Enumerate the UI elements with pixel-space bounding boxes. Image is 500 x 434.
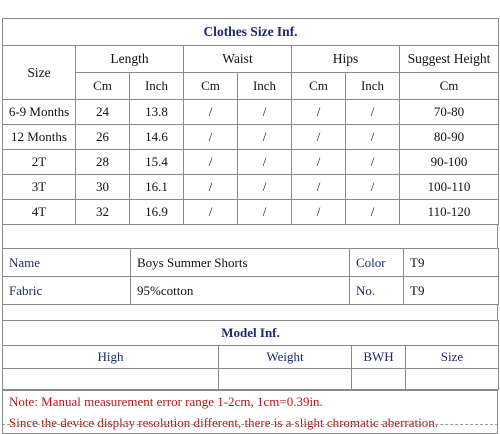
note-text: Note: Manual measurement error range 1-2cm, 1cm=0.39in. — [3, 391, 498, 413]
cell-waist-cm: / — [184, 125, 238, 150]
model-header-size: Size — [406, 346, 499, 369]
cell-length-cm: 28 — [76, 150, 130, 175]
no-label: No. — [350, 277, 404, 305]
model-value-high — [3, 369, 219, 390]
model-table-title: Model Inf. — [3, 321, 499, 346]
size-table-unit-row — [3, 73, 499, 100]
product-fabric-row — [3, 277, 499, 305]
spacer-table — [2, 225, 498, 248]
cell-hips-cm: / — [292, 125, 346, 150]
model-value-row — [3, 369, 499, 390]
header-size: Size — [3, 46, 76, 100]
product-info-table — [2, 248, 499, 305]
unit-height-cm: Cm — [400, 73, 499, 100]
table-row — [3, 200, 499, 225]
model-value-weight — [219, 369, 352, 390]
cell-hips-cm: / — [292, 150, 346, 175]
cell-size: 6-9 Months — [3, 100, 76, 125]
model-value-size — [406, 369, 499, 390]
cell-hips-cm: / — [292, 175, 346, 200]
cell-length-inch: 16.9 — [130, 200, 184, 225]
header-length: Length — [76, 46, 184, 73]
cell-size: 2T — [3, 150, 76, 175]
model-header-bwh: BWH — [352, 346, 406, 369]
name-value: Boys Summer Shorts — [131, 249, 350, 277]
color-value: T9 — [404, 249, 499, 277]
cell-waist-inch: / — [238, 175, 292, 200]
table-row — [3, 125, 499, 150]
model-table — [2, 320, 499, 390]
size-table — [2, 18, 499, 225]
product-name-row — [3, 249, 499, 277]
cell-length-inch: 15.4 — [130, 150, 184, 175]
unit-length-cm: Cm — [76, 73, 130, 100]
cell-length-inch: 14.6 — [130, 125, 184, 150]
spacer-table — [2, 305, 498, 320]
header-hips: Hips — [292, 46, 400, 73]
unit-length-inch: Inch — [130, 73, 184, 100]
unit-waist-inch: Inch — [238, 73, 292, 100]
header-suggest-height: Suggest Height — [400, 46, 499, 73]
note-row — [3, 391, 498, 413]
spacer-cell — [3, 225, 498, 248]
cell-length-cm: 30 — [76, 175, 130, 200]
cell-hips-inch: / — [346, 125, 400, 150]
cell-length-inch: 16.1 — [130, 175, 184, 200]
fabric-label: Fabric — [3, 277, 131, 305]
table-row — [3, 100, 499, 125]
cell-size: 3T — [3, 175, 76, 200]
cell-waist-inch: / — [238, 100, 292, 125]
unit-hips-inch: Inch — [346, 73, 400, 100]
cell-suggest-height: 110-120 — [400, 200, 499, 225]
cell-waist-cm: / — [184, 200, 238, 225]
cell-hips-inch: / — [346, 150, 400, 175]
cell-suggest-height: 70-80 — [400, 100, 499, 125]
model-header-high: High — [3, 346, 219, 369]
size-table-title: Clothes Size Inf. — [3, 19, 499, 46]
cell-size: 12 Months — [3, 125, 76, 150]
cell-hips-inch: / — [346, 175, 400, 200]
spacer-cell — [3, 305, 498, 320]
cell-length-cm: 26 — [76, 125, 130, 150]
cell-length-cm: 32 — [76, 200, 130, 225]
cell-hips-cm: / — [292, 200, 346, 225]
cell-waist-cm: / — [184, 100, 238, 125]
cell-length-cm: 24 — [76, 100, 130, 125]
size-table-title-row — [3, 19, 499, 46]
note-text: Since the device display resolution different, there is a slight chromatic aberration. — [3, 412, 498, 434]
note-row — [3, 412, 498, 434]
divider — [2, 424, 498, 425]
cell-suggest-height: 80-90 — [400, 125, 499, 150]
no-value: T9 — [404, 277, 499, 305]
model-title-row — [3, 321, 499, 346]
color-label: Color — [350, 249, 404, 277]
spacer-row — [3, 305, 498, 320]
size-table-header-row — [3, 46, 499, 73]
notes-table — [2, 390, 498, 434]
cell-suggest-height: 100-110 — [400, 175, 499, 200]
cell-hips-inch: / — [346, 100, 400, 125]
model-value-bwh — [352, 369, 406, 390]
cell-waist-inch: / — [238, 200, 292, 225]
unit-hips-cm: Cm — [292, 73, 346, 100]
unit-waist-cm: Cm — [184, 73, 238, 100]
spacer-row — [3, 225, 498, 248]
cell-size: 4T — [3, 200, 76, 225]
model-header-row — [3, 346, 499, 369]
table-row — [3, 175, 499, 200]
cell-length-inch: 13.8 — [130, 100, 184, 125]
model-header-weight: Weight — [219, 346, 352, 369]
cell-waist-cm: / — [184, 175, 238, 200]
header-waist: Waist — [184, 46, 292, 73]
fabric-value: 95%cotton — [131, 277, 350, 305]
cell-hips-cm: / — [292, 100, 346, 125]
size-chart-sheet — [2, 18, 498, 434]
cell-waist-cm: / — [184, 150, 238, 175]
table-row — [3, 150, 499, 175]
cell-suggest-height: 90-100 — [400, 150, 499, 175]
cell-waist-inch: / — [238, 125, 292, 150]
cell-hips-inch: / — [346, 200, 400, 225]
name-label: Name — [3, 249, 131, 277]
cell-waist-inch: / — [238, 150, 292, 175]
